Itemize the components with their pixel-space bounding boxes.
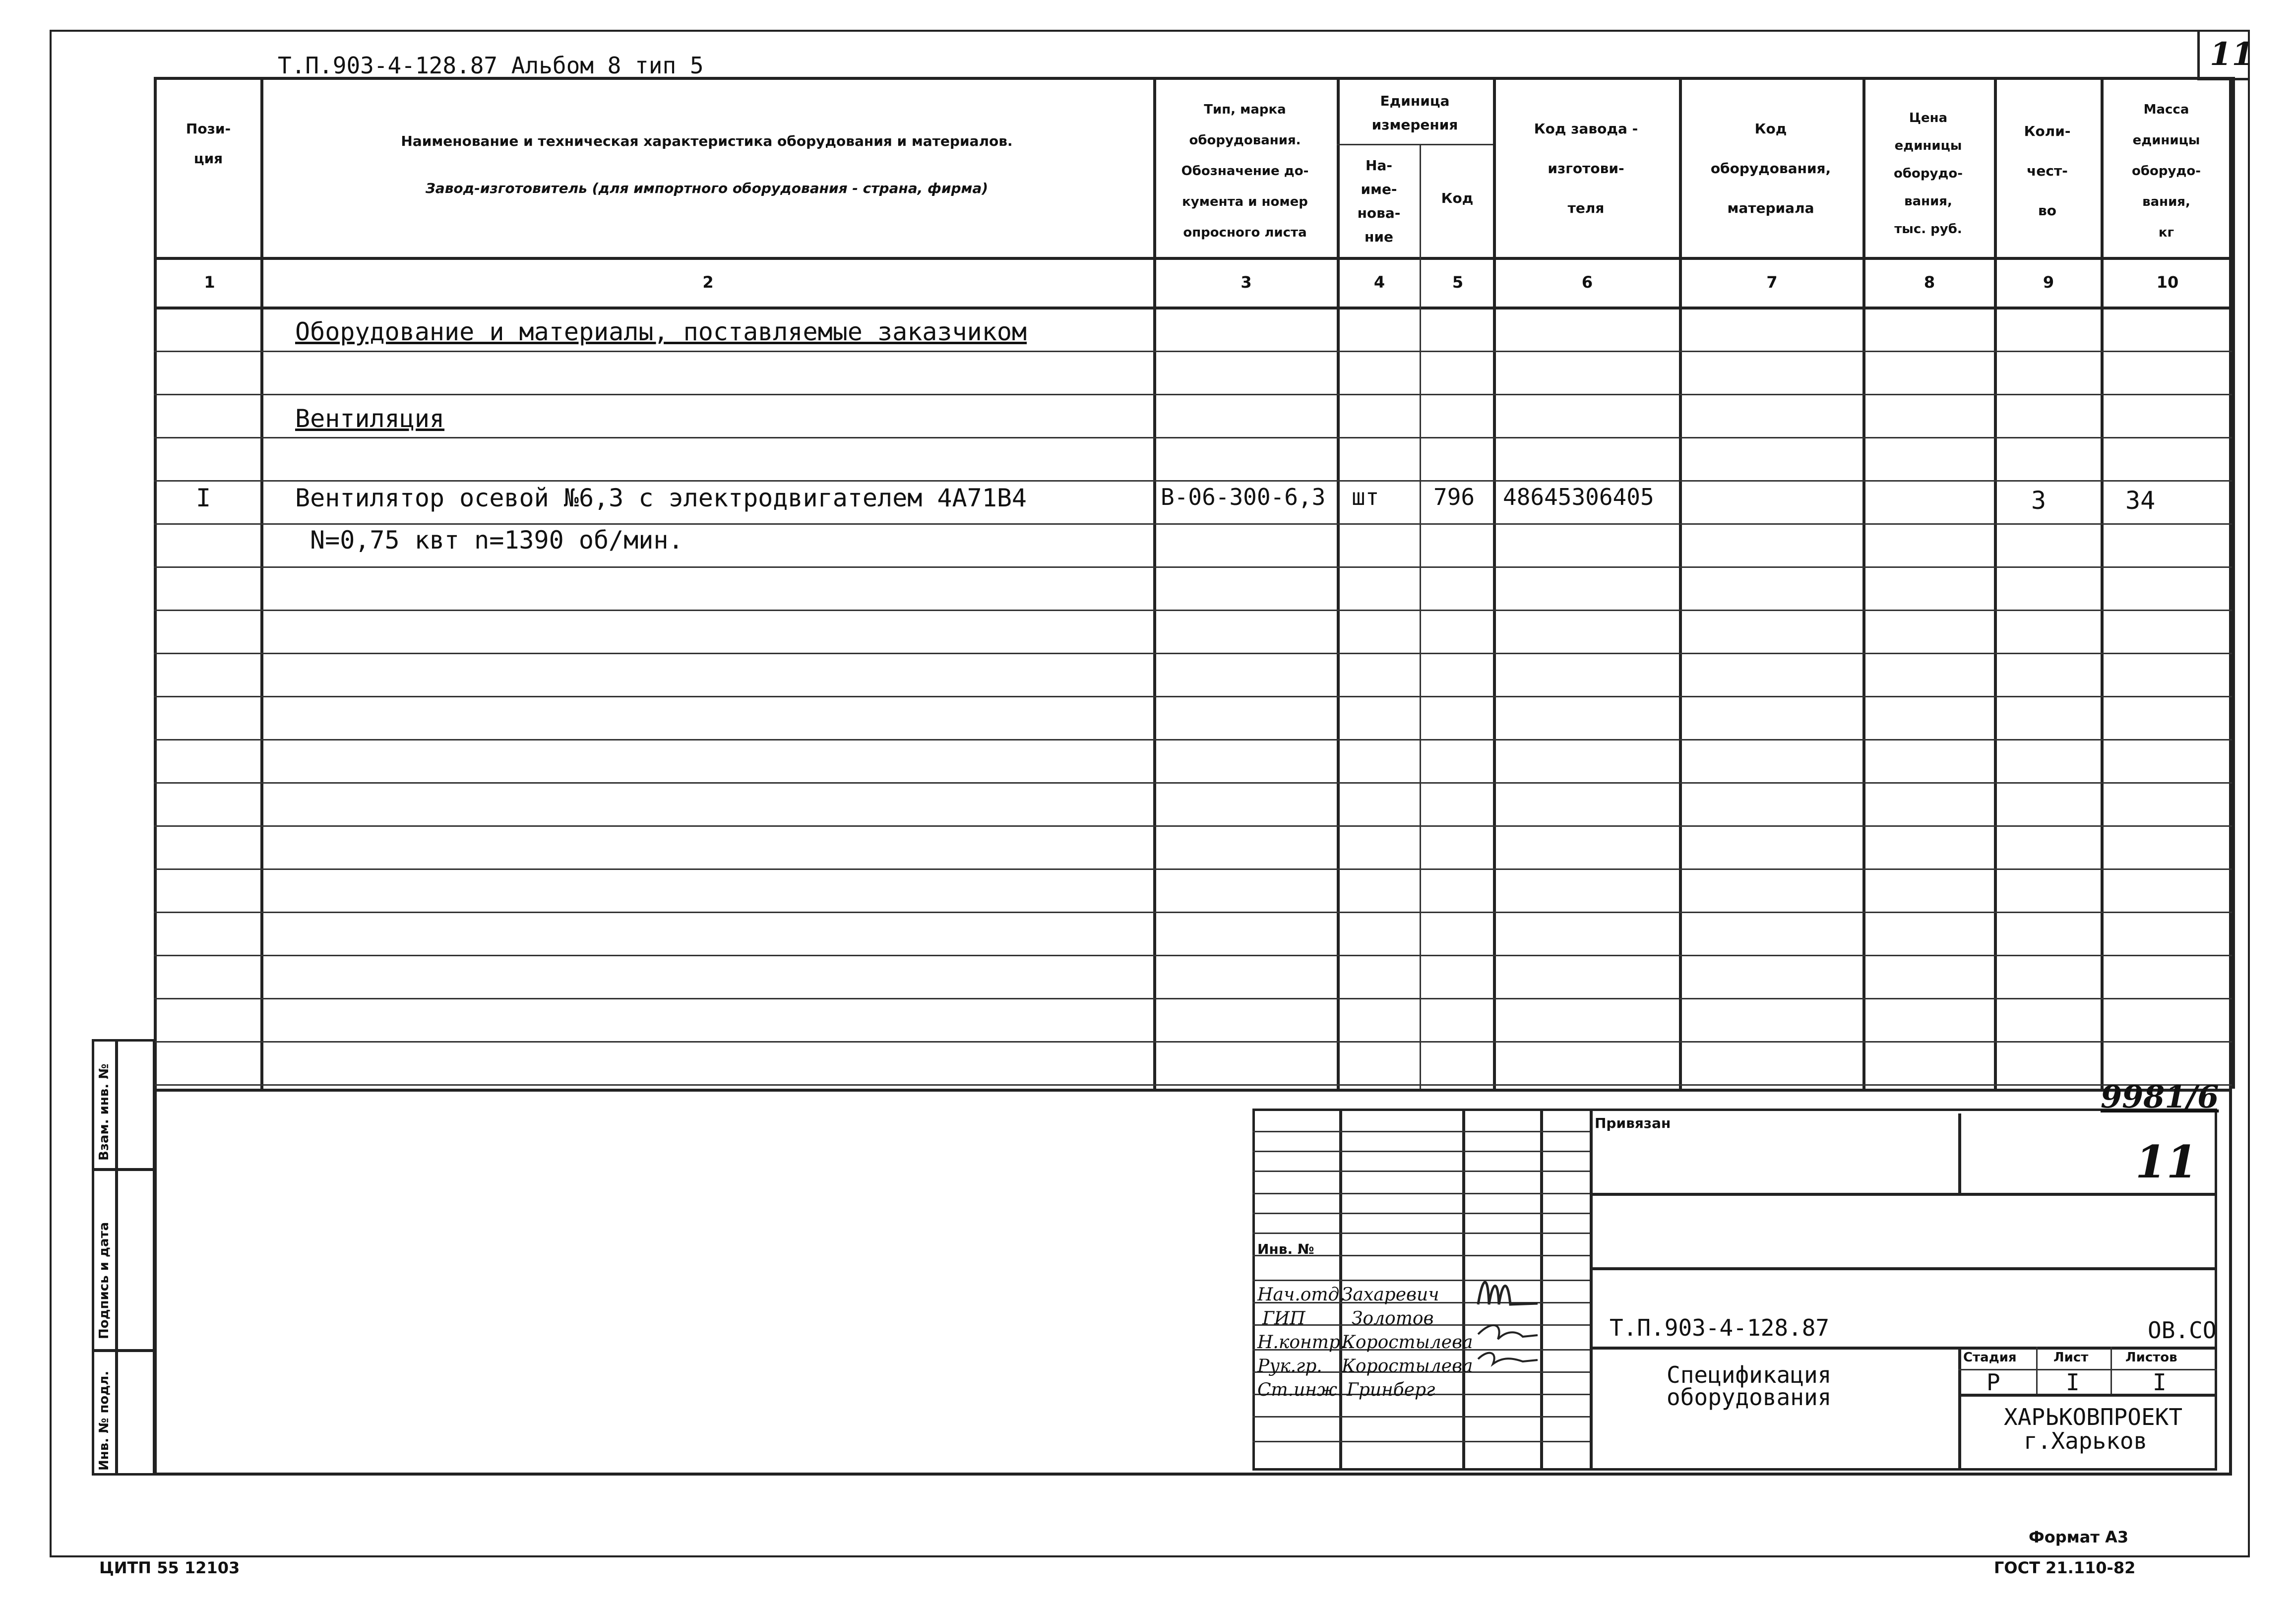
header-unit-code-text: Код bbox=[1441, 190, 1474, 206]
table-row-line bbox=[154, 437, 2232, 438]
sheet-label: Лист bbox=[2053, 1350, 2089, 1365]
tb-grid-v4 bbox=[1590, 1109, 1593, 1471]
role-1: Нач.отд. bbox=[1257, 1285, 1345, 1305]
doc-mark: ОВ.СО bbox=[2148, 1317, 2217, 1344]
header-price bbox=[1865, 104, 1991, 243]
signature-3 bbox=[1478, 1353, 1538, 1364]
header-unit-group bbox=[1339, 89, 1490, 137]
colnum-1: 1 bbox=[204, 273, 215, 292]
privyazan-label: Привязан bbox=[1595, 1115, 1671, 1131]
header-name-line1: Наименование и техническая характеристика оборудования и материалов. bbox=[401, 133, 1013, 149]
header-type-line3: Обозначение до- bbox=[1181, 164, 1309, 179]
header-mfr-line2: изготови- bbox=[1548, 160, 1624, 177]
header-type-line2: оборудования. bbox=[1189, 133, 1301, 148]
row1-name: Вентилятор осевой №6,3 с электродвигателем 4А71В4 bbox=[295, 484, 1027, 512]
header-bottom-line bbox=[154, 257, 2232, 260]
colnum-6: 6 bbox=[1581, 273, 1593, 292]
table-row-line bbox=[154, 1084, 2232, 1086]
doc-title-line1: Спецификация bbox=[1667, 1361, 1832, 1388]
tb-right-line-1 bbox=[1590, 1193, 2217, 1196]
colnum-10: 10 bbox=[2156, 273, 2179, 292]
tb-stage-v1 bbox=[2036, 1347, 2038, 1394]
colnum-3: 3 bbox=[1241, 273, 1252, 292]
header-unit-name-1: На- bbox=[1365, 157, 1392, 174]
side-inv-label: Инв. № подл. bbox=[97, 1370, 112, 1471]
tb-stage-v2 bbox=[2110, 1347, 2112, 1394]
colnum-9: 9 bbox=[2043, 273, 2054, 292]
tb-right-divider bbox=[1958, 1113, 1961, 1193]
header-price-line5: тыс. руб. bbox=[1894, 222, 1962, 237]
title-block-row-line bbox=[1252, 1213, 1590, 1214]
row1-unit-code: 796 bbox=[1433, 484, 1475, 510]
side-podpis-label: Подпись и дата bbox=[97, 1222, 112, 1339]
table-row-line bbox=[154, 912, 2232, 913]
tb-right-line-2 bbox=[1590, 1267, 2217, 1270]
numbers-bottom-line bbox=[154, 307, 2232, 309]
doc-code: Т.П.903-4-128.87 bbox=[1610, 1314, 1830, 1341]
table-row-line bbox=[154, 610, 2232, 611]
signer-1: Захаревич bbox=[1342, 1285, 1439, 1305]
header-mass-line1: Масса bbox=[2143, 102, 2189, 117]
signature-1 bbox=[1478, 1282, 1538, 1304]
header-type-line4: кумента и номер bbox=[1182, 194, 1308, 209]
colnum-4: 4 bbox=[1373, 273, 1385, 292]
header-mfr-line1: Код завода - bbox=[1534, 121, 1638, 137]
colnum-7: 7 bbox=[1766, 273, 1778, 292]
table-row-line bbox=[154, 696, 2232, 697]
gost-label: ГОСТ 21.110-82 bbox=[1994, 1558, 2136, 1577]
role-4: Рук.гр. bbox=[1257, 1356, 1322, 1376]
header-position-line2: ция bbox=[193, 150, 223, 167]
inv-no-label: Инв. № bbox=[1257, 1241, 1314, 1257]
row1-mass: 34 bbox=[2125, 486, 2156, 515]
table-row-line bbox=[154, 955, 2232, 956]
header-position bbox=[159, 114, 258, 174]
section-title: Оборудование и материалы, поставляемые заказчиком bbox=[295, 317, 1027, 346]
table-row-line bbox=[154, 825, 2232, 827]
org-city: г.Харьков bbox=[2024, 1427, 2148, 1454]
header-mass-line2: единицы bbox=[2132, 133, 2200, 148]
signature-2 bbox=[1478, 1325, 1538, 1339]
signature-scribbles bbox=[1463, 1270, 1577, 1389]
header-price-line3: оборудо- bbox=[1893, 166, 1963, 181]
handwritten-sheet: 11 bbox=[2135, 1136, 2198, 1188]
stage-label: Стадия bbox=[1963, 1350, 2017, 1365]
sheets-value: I bbox=[2153, 1369, 2167, 1396]
table-row-line bbox=[154, 351, 2232, 352]
header-price-line2: единицы bbox=[1894, 138, 1962, 153]
header-unit-name-4: ние bbox=[1365, 229, 1393, 245]
table-row-line bbox=[154, 998, 2232, 999]
header-unit-line1: Единица bbox=[1380, 93, 1450, 109]
title-block-row-line bbox=[1252, 1416, 1590, 1418]
header-unit-code bbox=[1423, 184, 1492, 213]
header-eqcode-line3: материала bbox=[1727, 200, 1814, 216]
header-qty-line3: во bbox=[2038, 202, 2056, 219]
table-row-line bbox=[154, 566, 2232, 568]
role-5: Ст.инж. bbox=[1257, 1380, 1343, 1400]
table-row-line bbox=[154, 653, 2232, 654]
header-price-line1: Цена bbox=[1909, 111, 1948, 125]
col-line-4 bbox=[1420, 144, 1421, 1089]
header-name-line2: Завод-изготовитель (для импортного оборудования - страна, фирма) bbox=[425, 180, 989, 196]
header-price-line4: вания, bbox=[1904, 194, 1952, 209]
subsection-title: Вентиляция bbox=[295, 404, 445, 433]
title-block-row-line bbox=[1252, 1193, 1590, 1194]
header-eqcode-line2: оборудования, bbox=[1710, 160, 1831, 177]
col-line-6 bbox=[1679, 77, 1682, 1089]
title-block-row-line bbox=[1252, 1171, 1590, 1172]
header-type bbox=[1156, 94, 1334, 248]
header-unit-name bbox=[1339, 154, 1419, 249]
title-block-row-line bbox=[1252, 1233, 1590, 1234]
row1-name-line2: N=0,75 квт n=1390 об/мин. bbox=[310, 526, 683, 555]
header-mass-line3: оборудо- bbox=[2131, 164, 2201, 179]
header-position-line1: Пози- bbox=[186, 121, 231, 137]
signer-2: Золотов bbox=[1352, 1308, 1434, 1329]
side-stamp-line-2 bbox=[92, 1349, 155, 1352]
side-stamp-line-1 bbox=[92, 1168, 155, 1171]
header-equipment-code bbox=[1681, 109, 1860, 228]
header-mass-line5: кг bbox=[2158, 225, 2174, 240]
row1-quantity: 3 bbox=[2031, 486, 2047, 515]
table-row-line bbox=[154, 1041, 2232, 1043]
row1-type: В-06-300-6,3 bbox=[1161, 484, 1326, 510]
header-mass-line4: вания, bbox=[2142, 194, 2190, 209]
table-row-line bbox=[154, 480, 2232, 482]
side-stamp-divider bbox=[115, 1039, 118, 1476]
title-block-row-line bbox=[1252, 1151, 1590, 1152]
header-eqcode-line1: Код bbox=[1754, 121, 1787, 137]
signer-5: Гринберг bbox=[1347, 1380, 1435, 1400]
header-type-line5: опросного листа bbox=[1183, 225, 1307, 240]
colnum-2: 2 bbox=[702, 273, 714, 292]
table-row-line bbox=[154, 394, 2232, 395]
title-block-row-line bbox=[1252, 1441, 1590, 1442]
org-name: ХАРЬКОВПРОЕКТ bbox=[2004, 1404, 2183, 1430]
table-row-line bbox=[154, 782, 2232, 784]
header-type-line1: Тип, марка bbox=[1204, 102, 1286, 117]
unit-group-divider bbox=[1337, 144, 1493, 145]
table-row-line bbox=[154, 523, 2232, 525]
role-3: Н.контр. bbox=[1257, 1332, 1346, 1353]
format-label: Формат А3 bbox=[2029, 1528, 2129, 1546]
table-row-line bbox=[154, 868, 2232, 870]
top-reference: Т.П.903-4-128.87 Альбом 8 тип 5 bbox=[278, 52, 704, 79]
signer-4: Коростылева bbox=[1342, 1356, 1473, 1376]
table-bottom-line bbox=[154, 1089, 2232, 1092]
header-mass bbox=[2103, 94, 2230, 248]
header-unit-name-3: нова- bbox=[1357, 205, 1401, 221]
role-2: ГИП bbox=[1262, 1308, 1305, 1329]
stage-value: Р bbox=[1986, 1369, 2000, 1396]
row1-position: I bbox=[196, 484, 211, 512]
colnum-5: 5 bbox=[1452, 273, 1464, 292]
table-row-line bbox=[154, 739, 2232, 741]
print-code: ЦИТП 55 12103 bbox=[99, 1558, 240, 1577]
col-line-1 bbox=[260, 77, 263, 1089]
header-qty-line2: чест- bbox=[2027, 163, 2068, 179]
header-quantity bbox=[1996, 112, 2098, 231]
tb-right-line-3 bbox=[1590, 1347, 2217, 1350]
corner-sheet-number: 11 bbox=[2210, 36, 2254, 73]
header-unit-name-2: име- bbox=[1361, 181, 1397, 197]
signer-3: Коростылева bbox=[1342, 1332, 1473, 1353]
header-mfr-line3: теля bbox=[1567, 200, 1605, 216]
header-unit-line2: измерения bbox=[1371, 117, 1458, 133]
col-line-10 bbox=[2232, 77, 2235, 1089]
col-line-5 bbox=[1493, 77, 1496, 1089]
handwritten-code: 9981/6 bbox=[2101, 1079, 2219, 1115]
doc-title-line2: оборудования bbox=[1667, 1384, 1832, 1411]
side-vzam-label: Взам. инв. № bbox=[97, 1063, 112, 1161]
row1-unit: шт bbox=[1352, 484, 1379, 510]
header-manufacturer-code bbox=[1495, 109, 1676, 228]
sheet-value: I bbox=[2066, 1369, 2080, 1396]
title-block-row-line bbox=[1252, 1131, 1590, 1132]
sheets-label: Листов bbox=[2125, 1350, 2177, 1365]
header-name bbox=[263, 126, 1151, 203]
header-qty-line1: Коли- bbox=[2024, 123, 2071, 139]
tb-stage-divider bbox=[1958, 1347, 1961, 1471]
colnum-8: 8 bbox=[1924, 273, 1935, 292]
row1-manufacturer-code: 48645306405 bbox=[1503, 484, 1654, 510]
